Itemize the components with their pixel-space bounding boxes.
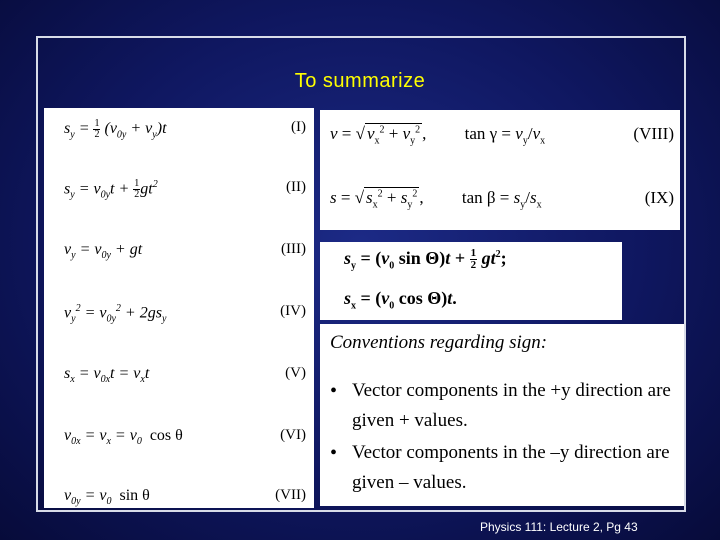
equation-tag: (II)	[286, 179, 306, 195]
conventions-panel	[320, 324, 684, 506]
equation-8: v = √ $v_x^2 + v_y^2$ , $\tan \gamma = v_y/v_x$	[330, 124, 546, 147]
magnitude-panel	[320, 110, 680, 230]
bullet-icon: •	[330, 442, 338, 464]
bullet-text: Vector components in the +y direction are given + values.	[352, 380, 671, 431]
equation-tag: (IV)	[280, 303, 306, 319]
equation-4: $v_y^2 = v_{0y}^2 + 2gs_y$ (IV)	[64, 303, 306, 325]
projectile-equation-x: $s_x = (v_0$ cos Θ)t.	[344, 288, 457, 312]
bullet-text: Vector components in the –y direction are given – values.	[352, 442, 670, 493]
equation-tag: (VI)	[280, 427, 306, 443]
projectile-panel	[320, 242, 622, 320]
equation-tag: (VII)	[275, 487, 306, 503]
equation-2: $s_y = v_{0y}t$ + $\frac{1}{2}$ $gt^2$ (II)	[64, 178, 306, 201]
bullet-icon: •	[330, 380, 338, 402]
equation-7: $v_{0y} = v_0$ sin θ (VII)	[64, 487, 306, 508]
equation-9: s = √ $s_x^2 + s_y^2$ , $\tan \beta = s_y/s_x$	[330, 188, 542, 211]
equation-6: $v_{0x} = v_x = v_0$ cos θ (VI)	[64, 427, 306, 448]
equation-tag-viii: (VIII)	[633, 124, 674, 143]
projectile-equation-y: $s_y = (v_0$ sin Θ)t + $\frac{1}{2}$ $gt^2$;	[344, 247, 507, 272]
equation-3: $v_y = v_{0y}$ + gt (III)	[64, 241, 306, 262]
equations-panel	[44, 108, 314, 508]
equation-5: $s_x = v_{0x}t = v_xt$ (V)	[64, 365, 306, 386]
equation-tag-ix: (IX)	[644, 188, 674, 207]
slide-title: To summarize	[294, 70, 426, 92]
equation-tag: (V)	[285, 365, 306, 381]
equation-tag: (III)	[281, 241, 306, 257]
equation-1: $s_y$ = $\frac{1}{2}$ $(v_{0y} + v_y)t$ (I)	[64, 118, 306, 141]
conventions-heading: Conventions regarding sign:	[330, 332, 548, 353]
equation-tag: (I)	[291, 119, 306, 135]
slide-footer: Physics 111: Lecture 2, Pg 43	[480, 520, 638, 534]
